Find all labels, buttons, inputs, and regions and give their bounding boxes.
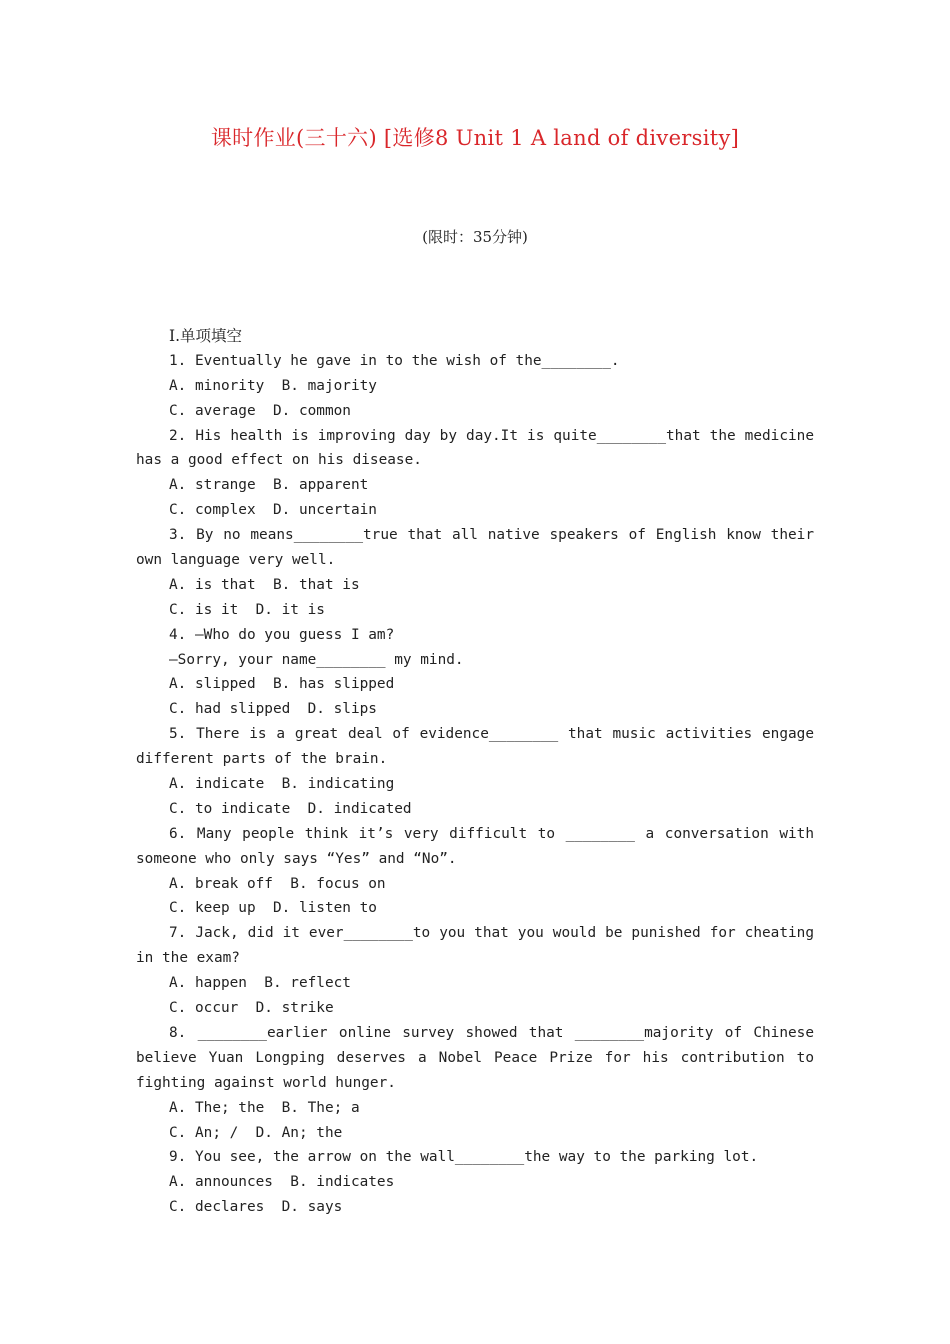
question-line-continued: someone who only says “Yes” and “No”. xyxy=(136,850,457,867)
question-line: 4. —Who do you guess I am? xyxy=(169,626,395,643)
question-line-continued: own language very well. xyxy=(136,552,336,569)
option-line: C. occur D. strike xyxy=(169,1000,334,1017)
question-line: 7. Jack, did it ever________to you that you would be punished for cheating xyxy=(169,925,814,942)
option-line: C. is it D. it is xyxy=(169,601,325,618)
question-line-continued: —Sorry, your name________ my mind. xyxy=(169,651,464,668)
question-line-continued: different parts of the brain. xyxy=(136,751,388,768)
option-line: C. average D. common xyxy=(169,402,351,419)
option-line: C. declares D. says xyxy=(169,1199,343,1216)
option-line: A. strange B. apparent xyxy=(169,477,369,494)
option-line: A. The; the B. The; a xyxy=(169,1099,360,1116)
option-line: C. keep up D. listen to xyxy=(169,900,377,917)
question-line: 5. There is a great deal of evidence________ that music activities engage xyxy=(169,726,814,743)
question-line: 1. Eventually he gave in to the wish of the________. xyxy=(169,352,620,369)
question-line-continued: fighting against world hunger. xyxy=(136,1074,396,1091)
option-line: A. slipped B. has slipped xyxy=(169,676,395,693)
option-line: A. is that B. that is xyxy=(169,576,360,593)
option-line: C. complex D. uncertain xyxy=(169,502,377,519)
question-line-continued: in the exam? xyxy=(136,950,240,967)
option-line: C. An; / D. An; the xyxy=(169,1124,343,1141)
question-line: 9. You see, the arrow on the wall________the way to the parking lot. xyxy=(169,1149,759,1166)
option-line: C. to indicate D. indicated xyxy=(169,800,412,817)
question-line: 8. ________earlier online survey showed that ________majority of Chinese xyxy=(169,1024,814,1041)
option-line: A. minority B. majority xyxy=(169,377,377,394)
time-limit: (限时：35分钟) xyxy=(422,228,528,246)
question-line: 6. Many people think it’s very difficult to ________ a conversation with xyxy=(169,825,814,842)
option-line: A. break off B. focus on xyxy=(169,875,386,892)
exercise-content xyxy=(136,324,814,1220)
question-line-continued: has a good effect on his disease. xyxy=(136,452,422,469)
option-line: C. had slipped D. slips xyxy=(169,701,377,718)
question-line: 3. By no means________true that all native speakers of English know their xyxy=(169,527,814,544)
question-line: 2. His health is improving day by day.It is quite________that the medicine xyxy=(169,427,814,444)
option-line: A. happen B. reflect xyxy=(169,975,351,992)
option-line: A. indicate B. indicating xyxy=(169,776,395,793)
option-line: A. announces B. indicates xyxy=(169,1174,395,1191)
question-line-continued: believe Yuan Longping deserves a Nobel Peace Prize for his contribution to xyxy=(136,1049,814,1066)
page-title: 课时作业(三十六) [选修8 Unit 1 A land of diversity] xyxy=(210,126,740,150)
section-heading: Ⅰ.单项填空 xyxy=(169,327,243,345)
